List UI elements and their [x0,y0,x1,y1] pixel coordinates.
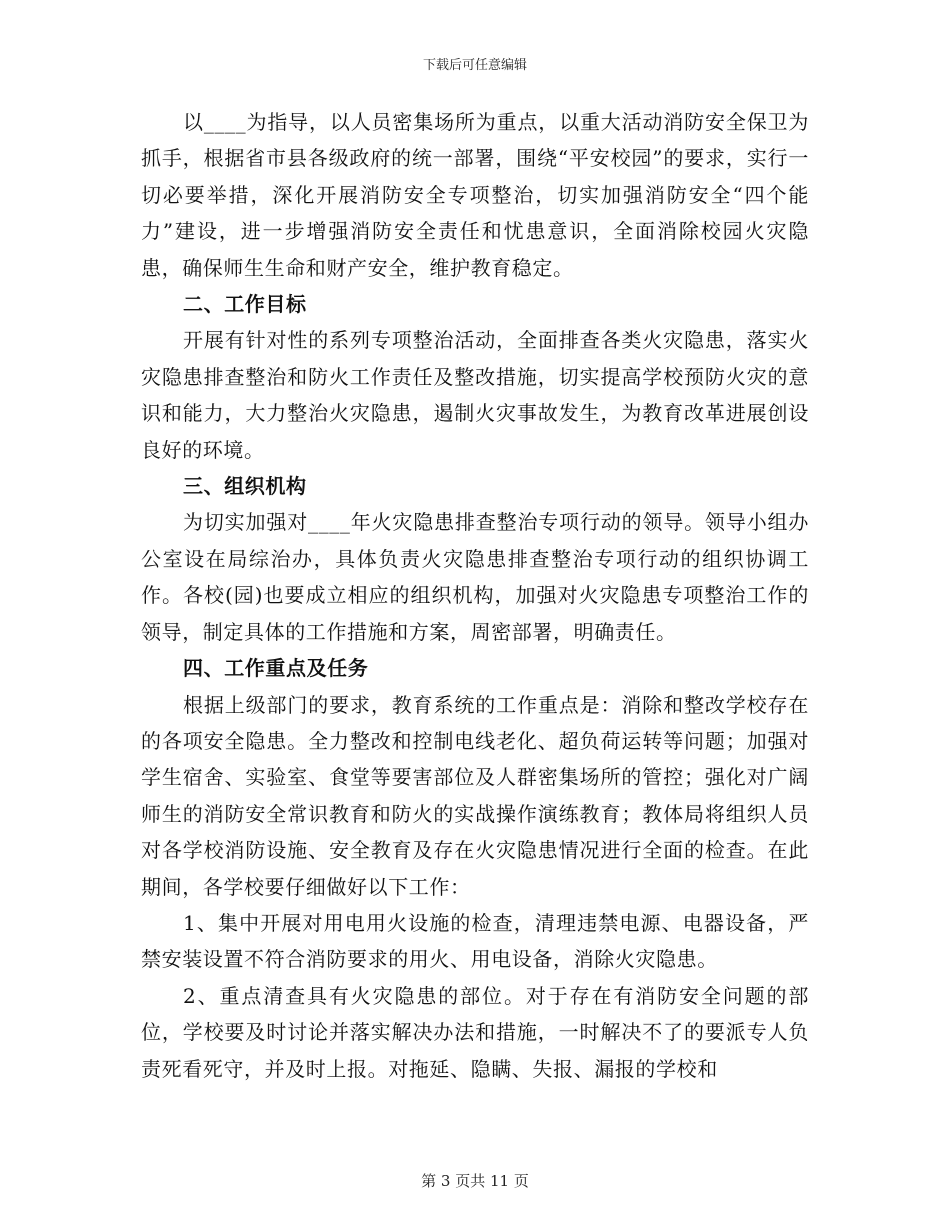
paragraph-key-tasks: 根据上级部门的要求，教育系统的工作重点是：消除和整改学校存在的各项安全隐患。全力整改和控制电线老化、超负荷运转等问题；加强对学生宿舍、实验室、食堂等要害部位及人群密集场所的管控；强化对广阔师生的消防安全常识教育和防火的实战操作演练教育；教体局将组织人员对各学校消防设施、安全教育及存在火灾隐患情况进行全面的检查。在此期间，各学校要仔细做好以下工作： [141,692,809,899]
document-body [141,104,809,1087]
paragraph-organization: 为切实加强对____年火灾隐患排查整治专项行动的领导。领导小组办公室设在局综治办，具体负责火灾隐患排查整治专项行动的组织协调工作。各校(园)也要成立相应的组织机构，加强对火灾隐患专项整治工作的领导，制定具体的工作措施和方案，周密部署，明确责任。 [141,510,809,644]
section-heading-organization: 三、组织机构 [183,474,307,499]
paragraph-item-1: 1、集中开展对用电用火设施的检查，清理违禁电源、电器设备，严禁安装设置不符合消防要求的用火、用电设备，消除火灾隐患。 [141,910,809,972]
section-heading-goals: 二、工作目标 [183,292,307,317]
page-footer: 第 3 页共 11 页 [421,1172,529,1190]
paragraph-goals: 开展有针对性的系列专项整治活动，全面排查各类火灾隐患，落实火灾隐患排查整治和防火工作责任及整改措施，切实提高学校预防火灾的意识和能力，大力整治火灾隐患，遏制火灾事故发生，为教育改革进展创设良好的环境。 [141,328,809,462]
paragraph-guidance: 以____为指导，以人员密集场所为重点，以重大活动消防安全保卫为抓手，根据省市县各级政府的统一部署，围绕“平安校园”的要求，实行一切必要举措，深化开展消防安全专项整治，切实加强消防安全“四个能力”建设，进一步增强消防安全责任和忧患意识，全面消除校园火灾隐患，确保师生生命和财产安全，维护教育稳定。 [141,110,809,280]
paragraph-item-2: 2、重点清查具有火灾隐患的部位。对于存在有消防安全问题的部位，学校要及时讨论并落实解决办法和措施，一时解决不了的要派专人负责死看死守，并及时上报。对拖延、隐瞒、失报、漏报的学校和 [141,983,809,1081]
page-header: 下载后可任意编辑 [422,58,527,73]
section-heading-key-tasks: 四、工作重点及任务 [183,656,369,681]
